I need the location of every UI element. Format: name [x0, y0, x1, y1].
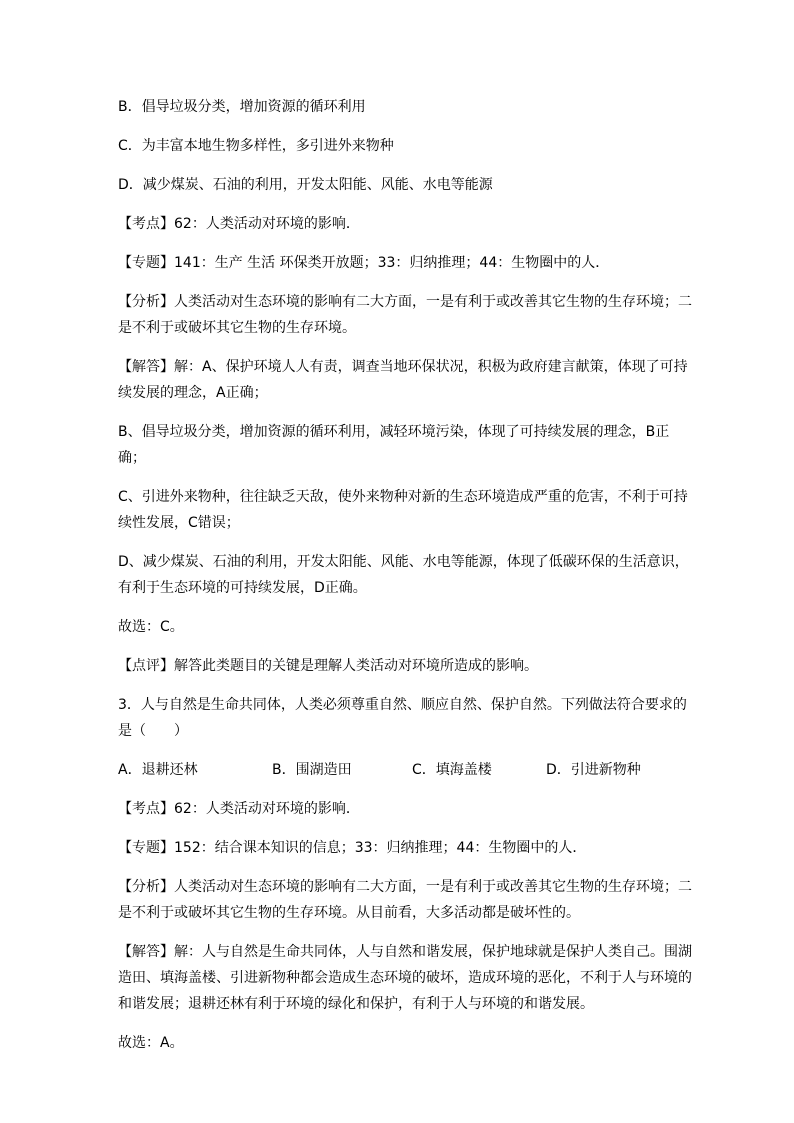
jieda-text: 解：A、保护环境人人有责，调查当地环保状况，积极为政府建言献策，体现了可持续发展的理念，A正确； — [118, 359, 688, 401]
q3-jieda — [118, 939, 694, 1017]
dianping-text: 解答此类题目的关键是理解人类活动对环境所造成的影响。 — [174, 658, 538, 674]
fenxi-tag: 【分析】 — [118, 294, 174, 310]
zhuanti-text: 152：结合课本知识的信息；33：归纳推理；44：生物圈中的人． — [174, 840, 587, 856]
q3-option-a: A．退耕还林 — [118, 762, 198, 778]
fenxi-tag: 【分析】 — [118, 879, 174, 895]
q2-answer: 故选：C。 — [118, 619, 184, 635]
kaodian-tag: 【考点】 — [118, 216, 174, 232]
q3-kaodian — [118, 796, 694, 822]
kaodian-tag: 【考点】 — [118, 801, 174, 817]
q3-fenxi — [118, 874, 694, 926]
q2-option-c: C．为丰富本地生物多样性，多引进外来物种 — [118, 138, 394, 154]
jieda-tag: 【解答】 — [118, 944, 174, 960]
zhuanti-tag: 【专题】 — [118, 255, 174, 271]
zhuanti-tag: 【专题】 — [118, 840, 174, 856]
q2-jieda-b: B、倡导垃圾分类，增加资源的循环利用，减轻环境污染，体现了可持续发展的理念，B正确； — [118, 424, 670, 466]
kaodian-text: 62：人类活动对环境的影响． — [174, 216, 360, 232]
q3-options — [118, 757, 694, 783]
fenxi-text: 人类活动对生态环境的影响有二大方面，一是有利于或改善其它生物的生存环境；二是不利于或破坏其它生物的生存环境。从目前看，大多活动都是破坏性的。 — [118, 879, 692, 921]
q3-answer: 故选：A。 — [118, 1035, 184, 1051]
q2-option-b: B．倡导垃圾分类，增加资源的循环利用 — [118, 99, 366, 115]
q2-jieda — [118, 354, 694, 406]
q2-fenxi — [118, 289, 694, 341]
q2-zhuanti — [118, 250, 694, 276]
q3-stem: 3．人与自然是生命共同体，人类必须尊重自然、顺应自然、保护自然。下列做法符合要求的是（ ） — [118, 697, 687, 739]
fenxi-text: 人类活动对生态环境的影响有二大方面，一是有利于或改善其它生物的生存环境；二是不利于或破坏其它生物的生存环境。 — [118, 294, 692, 336]
jieda-text: 解：人与自然是生命共同体，人与自然和谐发展，保护地球就是保护人类自己。围湖造田、填海盖楼、引进新物种都会造成生态环境的破坏，造成环境的恶化，不利于人与环境的和谐发展；退耕还林有利于环境的绿化和保护，有利于人与环境的和谐发展。 — [118, 944, 692, 1012]
q2-kaodian — [118, 211, 694, 237]
q2-option-d: D．减少煤炭、石油的利用，开发太阳能、风能、水电等能源 — [118, 177, 493, 193]
kaodian-text: 62：人类活动对环境的影响． — [174, 801, 360, 817]
jieda-tag: 【解答】 — [118, 359, 174, 375]
zhuanti-text: 141：生产 生活 环保类开放题；33：归纳推理；44：生物圈中的人． — [174, 255, 610, 271]
q2-dianping — [118, 653, 694, 679]
dianping-tag: 【点评】 — [118, 658, 174, 674]
q2-jieda-d: D、减少煤炭、石油的利用，开发太阳能、风能、水电等能源，体现了低碳环保的生活意识，有利于生态环境的可持续发展，D正确。 — [118, 554, 689, 596]
q2-jieda-c: C、引进外来物种，往往缺乏天敌，使外来物种对新的生态环境造成严重的危害，不利于可持续性发展，C错误； — [118, 489, 688, 531]
q3-option-b: B．围湖造田 — [272, 762, 352, 778]
q3-zhuanti — [118, 835, 694, 861]
q3-option-c: C．填海盖楼 — [412, 762, 492, 778]
q3-option-d: D．引进新物种 — [546, 762, 641, 778]
